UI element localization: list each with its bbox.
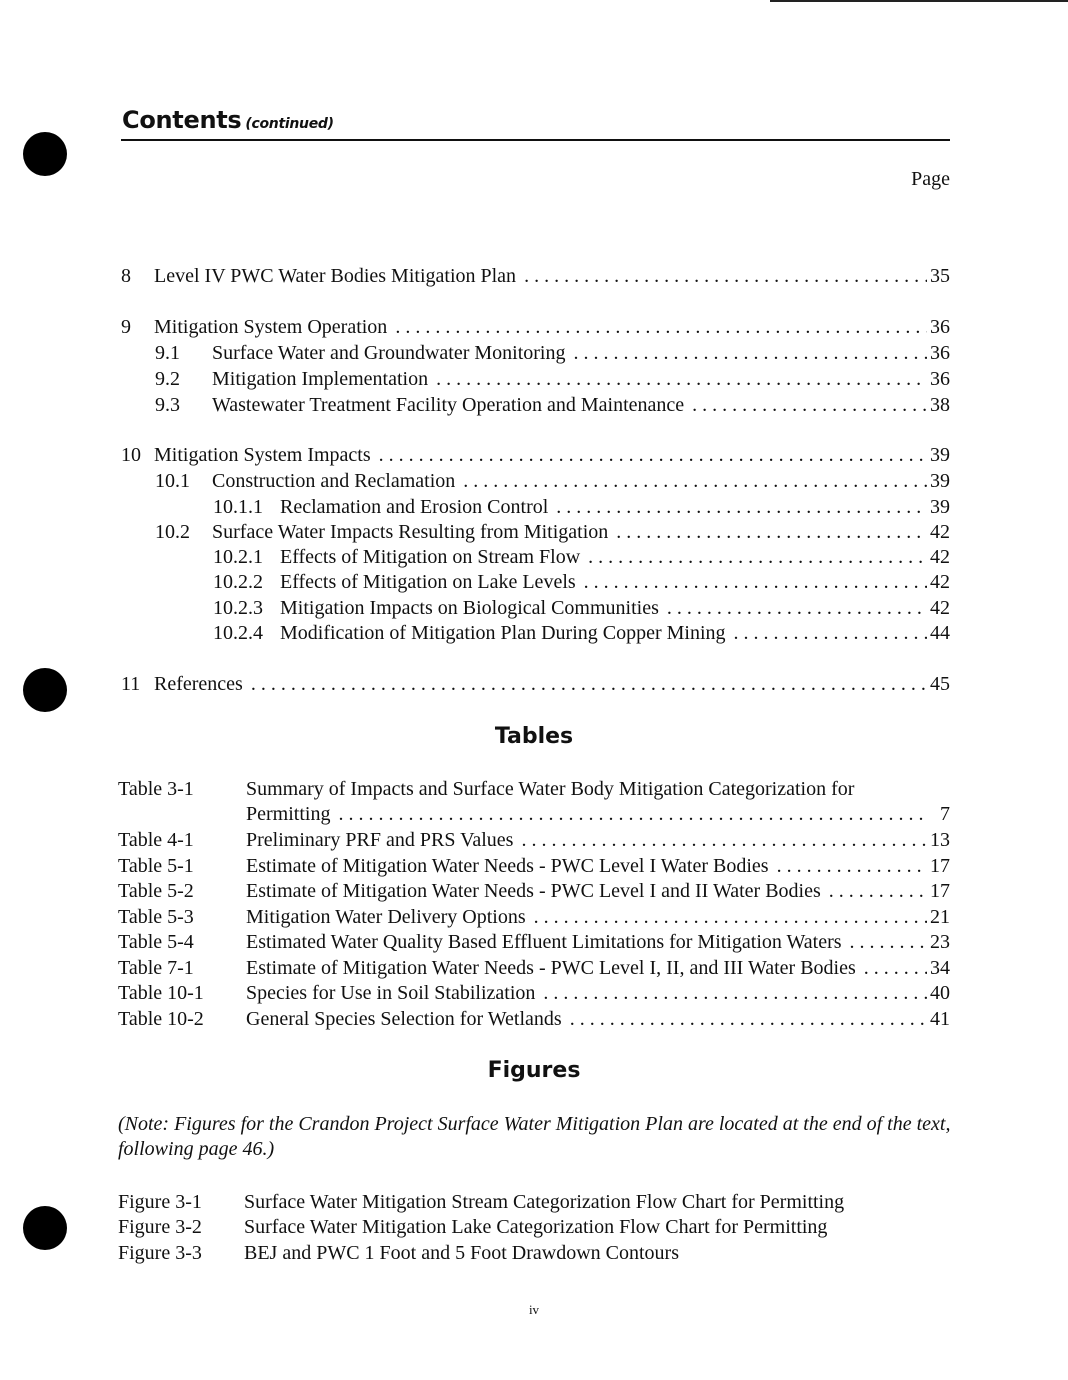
toc-leader [573, 341, 927, 365]
toc-leader [692, 393, 927, 417]
top-edge-line [770, 0, 1068, 2]
toc-title: Surface Water and Groundwater Monitoring [212, 342, 566, 364]
toc-row [213, 545, 950, 569]
toc-row [121, 264, 950, 288]
toc-title: Level IV PWC Water Bodies Mitigation Plan [154, 265, 517, 287]
toc-row [121, 315, 950, 339]
toc-leader [777, 854, 927, 878]
toc-page: 42 [930, 571, 950, 593]
table-list-item [118, 981, 950, 1005]
table-label: Table 5-1 [118, 855, 194, 877]
toc-row [213, 596, 950, 620]
toc-leader [521, 828, 927, 852]
toc-number: 9.3 [155, 394, 180, 416]
toc-leader [543, 981, 927, 1005]
table-title: Estimated Water Quality Based Effluent Limitations for Mitigation Waters [246, 931, 842, 953]
table-label: Table 10-1 [118, 982, 204, 1004]
toc-number: 9.1 [155, 342, 180, 364]
toc-title: Construction and Reclamation [212, 470, 456, 492]
toc-number: 10.2.2 [213, 571, 263, 593]
table-page: 41 [930, 1008, 950, 1030]
page-title [122, 106, 334, 134]
toc-number: 10.1.1 [213, 496, 263, 518]
table-list-item [118, 828, 950, 852]
toc-leader [584, 570, 927, 594]
toc-leader [379, 443, 927, 467]
toc-page: 35 [930, 265, 950, 287]
toc-leader [436, 367, 927, 391]
toc-title: Effects of Mitigation on Stream Flow [280, 546, 581, 568]
title-continued: (continued) [245, 116, 334, 132]
toc-page: 45 [930, 673, 950, 695]
figure-label: Figure 3-1 [118, 1191, 202, 1213]
table-page: 13 [930, 829, 950, 851]
toc-number: 10.2.4 [213, 622, 263, 644]
toc-row [213, 495, 950, 519]
toc-number: 10 [121, 444, 141, 466]
toc-number: 8 [121, 265, 131, 287]
page-column-label: Page [911, 168, 950, 190]
tables-heading: Tables [494, 724, 574, 749]
table-page: 23 [930, 931, 950, 953]
toc-leader [588, 545, 927, 569]
table-title: Estimate of Mitigation Water Needs - PWC Level I, II, and III Water Bodies [246, 957, 856, 979]
toc-row [155, 393, 950, 417]
table-list-item [118, 777, 950, 801]
toc-title: Surface Water Impacts Resulting from Mitigation [212, 521, 609, 543]
toc-leader [616, 520, 927, 544]
toc-number: 10.2.1 [213, 546, 263, 568]
table-page: 34 [930, 957, 950, 979]
toc-row [155, 520, 950, 544]
figures-note: (Note: Figures for the Crandon Project Surface Water Mitigation Plan are located at the end of the text, following page 46.) [118, 1113, 951, 1160]
figures-heading: Figures [487, 1058, 581, 1083]
table-title: Mitigation Water Delivery Options [246, 906, 526, 928]
toc-number: 11 [121, 673, 141, 695]
toc-leader [850, 930, 927, 954]
figure-list-item [118, 1190, 844, 1214]
table-title: Estimate of Mitigation Water Needs - PWC Level I Water Bodies [246, 855, 769, 877]
toc-page: 38 [930, 394, 950, 416]
table-page: 21 [930, 906, 950, 928]
punch-hole-top [23, 132, 67, 176]
table-page: 17 [930, 880, 950, 902]
toc-title: References [154, 673, 243, 695]
table-title: General Species Selection for Wetlands [246, 1008, 562, 1030]
toc-number: 10.1 [155, 470, 190, 492]
toc-leader [829, 879, 927, 903]
table-label: Table 7-1 [118, 957, 194, 979]
table-title-continued: Permitting [246, 803, 331, 825]
header-rule [121, 139, 950, 141]
toc-number: 9 [121, 316, 131, 338]
page-number: iv [528, 1302, 540, 1317]
toc-leader [338, 802, 927, 826]
toc-title: Modification of Mitigation Plan During Copper Mining [280, 622, 726, 644]
toc-title: Mitigation Implementation [212, 368, 429, 390]
table-label: Table 5-2 [118, 880, 194, 902]
toc-page: 42 [930, 597, 950, 619]
toc-leader [534, 905, 927, 929]
toc-title: Mitigation System Operation [154, 316, 388, 338]
table-title: Preliminary PRF and PRS Values [246, 829, 514, 851]
table-label: Table 3-1 [118, 778, 194, 800]
toc-page: 36 [930, 368, 950, 390]
toc-number: 9.2 [155, 368, 180, 390]
table-label: Table 10-2 [118, 1008, 204, 1030]
toc-page: 42 [930, 521, 950, 543]
toc-leader [251, 672, 927, 696]
table-list-item [118, 1007, 950, 1031]
punch-hole-middle [23, 668, 67, 712]
toc-page: 39 [930, 444, 950, 466]
toc-row [213, 621, 950, 645]
table-title: Estimate of Mitigation Water Needs - PWC Level I and II Water Bodies [246, 880, 821, 902]
table-title: Species for Use in Soil Stabilization [246, 982, 536, 1004]
toc-page: 39 [930, 470, 950, 492]
toc-page: 39 [930, 496, 950, 518]
table-label: Table 5-4 [118, 931, 194, 953]
toc-leader [570, 1007, 927, 1031]
table-list-item [118, 930, 950, 954]
figure-list-item [118, 1241, 679, 1265]
toc-leader [556, 495, 927, 519]
toc-row [121, 443, 950, 467]
toc-leader [864, 956, 927, 980]
toc-page: 36 [930, 342, 950, 364]
title-text: Contents [122, 106, 242, 134]
figure-title: Surface Water Mitigation Stream Categorization Flow Chart for Permitting [244, 1191, 845, 1213]
toc-leader [524, 264, 927, 288]
table-label: Table 4-1 [118, 829, 194, 851]
toc-number: 10.2.3 [213, 597, 263, 619]
table-list-item-continued [246, 802, 950, 826]
toc-page: 36 [930, 316, 950, 338]
toc-title: Mitigation Impacts on Biological Communities [280, 597, 659, 619]
toc-number: 10.2 [155, 521, 190, 543]
toc-row [155, 341, 950, 365]
table-list-item [118, 854, 950, 878]
toc-leader [734, 621, 927, 645]
toc-row [155, 367, 950, 391]
table-list-item [118, 879, 950, 903]
table-label: Table 5-3 [118, 906, 194, 928]
toc-row [213, 570, 950, 594]
figure-list-item [118, 1215, 827, 1239]
toc-row [155, 469, 950, 493]
toc-page: 42 [930, 546, 950, 568]
figure-label: Figure 3-2 [118, 1216, 202, 1238]
figure-title: Surface Water Mitigation Lake Categorization Flow Chart for Permitting [244, 1216, 828, 1238]
table-list-item [118, 956, 950, 980]
punch-hole-bottom [23, 1206, 67, 1250]
toc-title: Wastewater Treatment Facility Operation and Maintenance [212, 394, 685, 416]
figure-label: Figure 3-3 [118, 1242, 202, 1264]
toc-leader [395, 315, 927, 339]
toc-title: Mitigation System Impacts [154, 444, 371, 466]
toc-leader [463, 469, 927, 493]
table-title: Summary of Impacts and Surface Water Body Mitigation Categorization for [246, 778, 855, 800]
toc-title: Reclamation and Erosion Control [280, 496, 549, 518]
toc-row [121, 672, 950, 696]
toc-leader [667, 596, 927, 620]
toc-title: Effects of Mitigation on Lake Levels [280, 571, 576, 593]
table-page: 40 [930, 982, 950, 1004]
toc-page: 44 [930, 622, 950, 644]
table-page: 7 [940, 803, 950, 825]
table-page: 17 [930, 855, 950, 877]
table-list-item [118, 905, 950, 929]
figure-title: BEJ and PWC 1 Foot and 5 Foot Drawdown Contours [244, 1242, 679, 1264]
